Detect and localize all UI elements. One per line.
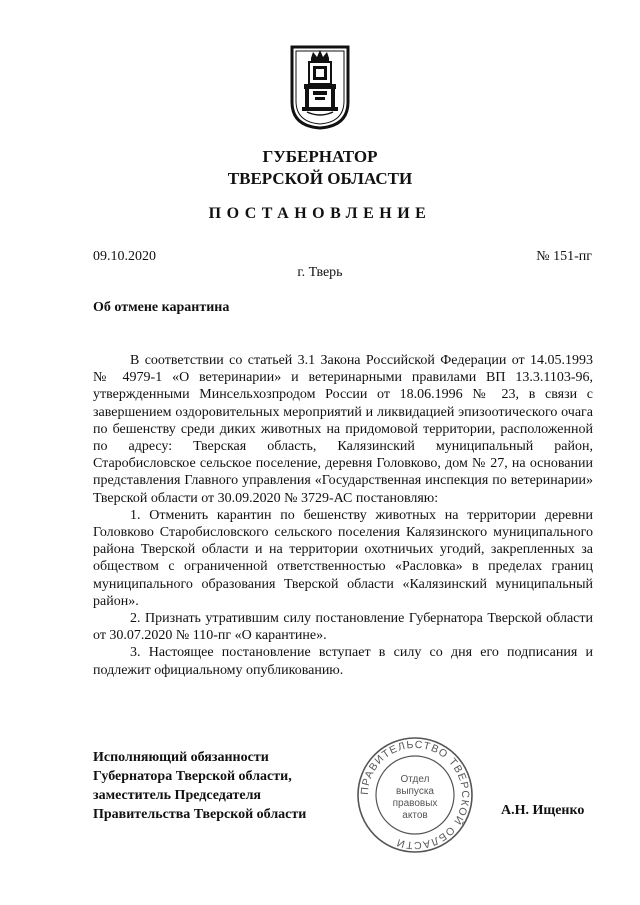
body-item-2: 2. Признать утратившим силу постановление Губернатора Тверской области от 30.07.2020 № 110-пг «О карантине». [93,611,593,644]
signatory-title-block [93,748,306,824]
document-type-title: ПОСТАНОВЛЕНИЕ [208,205,432,222]
signatory-title-line: заместитель Председателя [93,788,261,803]
document-date: 09.10.2020 [93,249,156,264]
signatory-title-line: Губернатора Тверской области, [93,769,292,784]
stamp-text-line: выпуска [396,786,434,797]
official-stamp [355,735,475,855]
body-item-1: 1. Отменить карантин по бешенству животных на территории деревни Головково Старобисловского сельского поселения Калязинского муниципального района Тверской области и на территории охотничьих угодий, закрепленных за обществом с ограниченной ответственностью «Расловка» в пределах границ муниципального образования Тверской области «Калязинский муниципальный район». [93,507,593,609]
stamp-ring-text: ПРАВИТЕЛЬСТВО ТВЕРСКОЙ ОБЛАСТИ [358,738,472,852]
header-authority-line1: ГУБЕРНАТОР [262,147,378,166]
stamp-text-line: правовых [392,798,438,809]
document-subject: Об отмене карантина [93,300,230,315]
document-body [93,352,593,679]
document-city: г. Тверь [297,265,343,280]
tver-coat-of-arms-emblem [289,44,351,130]
signatory-name: А.Н. Ищенко [501,803,585,818]
signatory-title-line: Правительства Тверской области [93,807,307,822]
document-number: № 151-пг [536,249,592,264]
signatory-title-line: Исполняющий обязанности [93,750,269,765]
header-authority-line2: ТВЕРСКОЙ ОБЛАСТИ [227,169,413,188]
body-item-3: 3. Настоящее постановление вступает в силу со дня его подписания и подлежит официальному опубликованию. [93,645,593,678]
stamp-text-line: Отдел [400,774,430,785]
stamp-text-line: актов [402,810,428,821]
body-intro-paragraph: В соответствии со статьей 3.1 Закона Российской Федерации от 14.05.1993 № 4979-1 «О ветеринарии» и ветеринарными правилами ВП 13.3.1103-96, утвержденными Минсельхозпродом России от 18.06.1996 № 23, в связи с завершением оздоровительных мероприятий и ликвидацией эпизоотического очага по бешенству среди диких животных на придомовой территории, расположенной по адресу: Тверская область, Калязинский муниципальный район, Старобисловское сельское поселение, деревня Головково, дом № 27, на основании представления Главного управления «Государственная инспекция по ветеринарии» Тверской области от 30.09.2020 № 3729-АС постановляю: [93,353,593,506]
